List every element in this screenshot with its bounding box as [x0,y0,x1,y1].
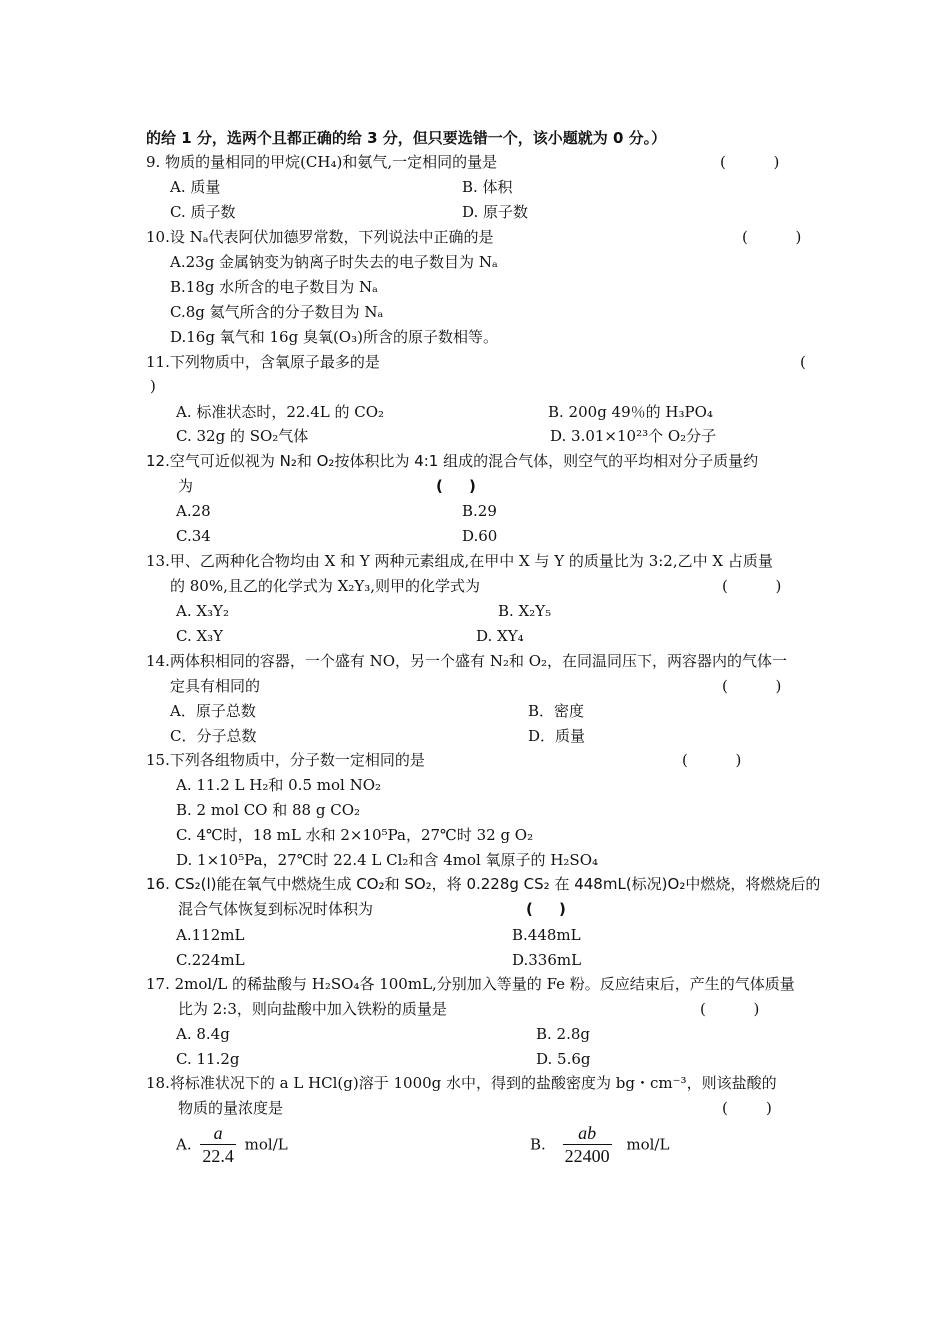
q18-option-a-unit: mol/L [244,1135,288,1154]
q12-option-b: B.29 [462,502,497,520]
q18-option-a-label: A. [176,1135,192,1154]
q12-option-a: A.28 [176,502,211,520]
q13-option-b: B. X₂Y₅ [498,602,552,620]
q18-option-b [530,1122,669,1167]
q16-option-a: A.112mL [176,926,245,944]
q12-stem-cont: 为 [178,477,194,495]
section-instruction: 的给 1 分，选两个且都正确的给 3 分，但只要选错一个，该小题就为 0 分。） [146,129,667,147]
q13-stem: 13.甲、乙两种化合物均由 X 和 Y 两种元素组成,在甲中 X 与 Y 的质量比为 3:2,乙中 X 占质量 [146,552,773,570]
q15-stem: 15.下列各组物质中，分子数一定相同的是 [146,751,425,769]
q12-stem: 12.空气可近似视为 N₂和 O₂按体积比为 4:1 组成的混合气体，则空气的平均相对分子质量约 [146,452,759,470]
q17-option-c: C. 11.2g [176,1050,240,1068]
q17-answer-blank: ( ) [700,1000,760,1018]
q16-option-b: B.448mL [512,926,581,944]
q11-option-a: A. 标准状态时，22.4L 的 CO₂ [176,403,385,421]
q18-option-a-numerator: a [200,1122,236,1145]
q9-stem: 9. 物质的量相同的甲烷(CH₄)和氨气,一定相同的量是 [146,153,498,171]
q9-option-c: C. 质子数 [170,203,236,221]
q15-answer-blank: ( ) [682,751,742,769]
q18-option-b-unit: mol/L [626,1135,670,1154]
q16-stem: 16. CS₂(l)能在氧气中燃烧生成 CO₂和 SO₂，将 0.228g CS₂ 在 448mL(标况)O₂中燃烧，将燃烧后的 [146,875,821,893]
q15-option-a: A. 11.2 L H₂和 0.5 mol NO₂ [176,776,382,794]
q9-answer-blank: ( ) [720,153,780,171]
q10-option-d: D.16g 氧气和 16g 臭氧(O₃)所含的原子数相等。 [170,328,498,346]
q16-answer-blank: ( ) [526,900,566,918]
q9-option-b: B. 体积 [462,178,513,196]
q15-option-d: D. 1×10⁵Pa，27℃时 22.4 L Cl₂和含 4mol 氧原子的 H₂SO₄ [176,851,599,869]
q18-option-a-denominator: 22.4 [202,1146,234,1166]
q12-option-d: D.60 [462,527,498,545]
q10-option-c: C.8g 氦气所含的分子数目为 Nₐ [170,303,384,321]
q12-answer-blank: ( ) [436,477,476,495]
q11-option-d: D. 3.01×10²³个 O₂分子 [550,427,717,445]
q18-option-a [176,1122,288,1167]
q15-option-c: C. 4℃时，18 mL 水和 2×10⁵Pa，27℃时 32 g O₂ [176,826,534,844]
q10-stem: 10.设 Nₐ代表阿伏加德罗常数，下列说法中正确的是 [146,228,494,246]
q11-option-b: B. 200g 49％的 H₃PO₄ [548,403,713,421]
q11-stem: 11.下列物质中，含氧原子最多的是 [146,353,380,371]
q16-option-d: D.336mL [512,951,582,969]
q18-option-b-label: B. [530,1135,546,1154]
q13-answer-blank: ( ) [722,577,782,595]
q13-option-a: A. X₃Y₂ [176,602,229,620]
q11-option-c: C. 32g 的 SO₂气体 [176,427,309,445]
q17-stem: 17. 2mol/L 的稀盐酸与 H₂SO₄各 100mL,分别加入等量的 Fe 粉。反应结束后，产生的气体质量 [146,975,795,993]
q11-paren-open: ( [800,353,806,371]
q10-answer-blank: ( ) [742,228,802,246]
q18-stem: 18.将标准状况下的 a L HCl(g)溶于 1000g 水中，得到的盐酸密度为 bg・cm⁻³，则该盐酸的 [146,1074,777,1092]
q9-option-d: D. 原子数 [462,203,529,221]
q17-stem-cont: 比为 2:3，则向盐酸中加入铁粉的质量是 [178,1000,447,1018]
q16-option-c: C.224mL [176,951,245,969]
q11-paren-close: ) [150,377,156,395]
q10-option-a: A.23g 金属钠变为钠离子时失去的电子数目为 Nₐ [170,253,498,271]
q13-option-c: C. X₃Y [176,627,224,645]
q14-option-b: B．密度 [528,702,585,720]
q10-option-b: B.18g 水所含的电子数目为 Nₐ [170,278,378,296]
q13-stem-cont: 的 80%,且乙的化学式为 X₂Y₃,则甲的化学式为 [170,577,481,595]
q14-option-a: A．原子总数 [170,702,256,720]
q18-stem-cont: 物质的量浓度是 [178,1099,284,1117]
q14-stem: 14.两体积相同的容器，一个盛有 NO，另一个盛有 N₂和 O₂，在同温同压下，两容器内的气体一 [146,652,788,670]
q14-answer-blank: ( ) [722,677,782,695]
q16-stem-cont: 混合气体恢复到标况时体积为 [178,900,374,918]
q17-option-d: D. 5.6g [536,1050,591,1068]
q18-option-b-denominator: 22400 [564,1146,610,1166]
q17-option-a: A. 8.4g [176,1025,230,1043]
q15-option-b: B. 2 mol CO 和 88 g CO₂ [176,801,361,819]
q9-option-a: A. 质量 [170,178,221,196]
q18-answer-blank: ( ) [722,1099,772,1117]
q14-option-d: D．质量 [528,727,586,745]
q18-option-b-fraction [563,1122,612,1167]
q14-stem-cont: 定具有相同的 [170,677,261,695]
q13-option-d: D. XY₄ [476,627,524,645]
q14-option-c: C．分子总数 [170,727,257,745]
q18-option-b-numerator: ab [563,1122,612,1145]
q17-option-b: B. 2.8g [536,1025,591,1043]
q18-option-a-fraction [200,1122,236,1167]
q12-option-c: C.34 [176,527,211,545]
